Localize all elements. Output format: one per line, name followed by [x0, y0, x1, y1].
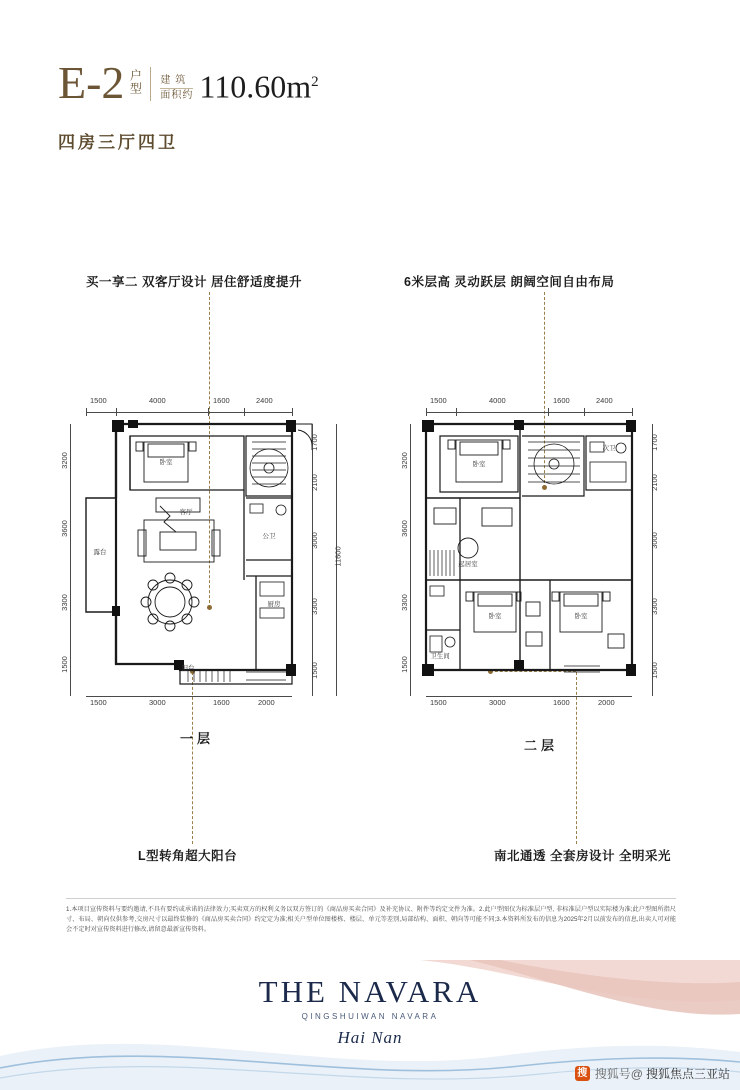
dim-right-a-0: 1700 [309, 434, 319, 451]
dim-bottom-a-1: 3000 [149, 698, 166, 707]
callout-bottom-right: 南北通透 全套房设计 全明采光 [494, 849, 671, 863]
svg-text:卧室: 卧室 [159, 459, 173, 466]
unit-code: E-2 [58, 57, 125, 108]
svg-text:次卫: 次卫 [602, 445, 616, 452]
dim-left-b-0: 3200 [399, 452, 409, 469]
dim-left-a-1: 3600 [59, 520, 69, 537]
disclaimer-rule [66, 898, 676, 899]
unit-type-label: 户型 [128, 69, 143, 95]
svg-text:起居室: 起居室 [458, 561, 478, 568]
dim-right-a-2: 3000 [309, 532, 319, 549]
floor-label-first: 一层 [180, 731, 215, 746]
dim-tick [292, 408, 293, 416]
unit-subtitle: 四房三厅四卫 [58, 133, 178, 152]
callout-top-left: 买一享二 双客厅设计 居住舒适度提升 [86, 275, 302, 289]
svg-text:厨房: 厨房 [267, 601, 281, 608]
dim-tick [426, 408, 427, 416]
floorplan-second-floor [400, 380, 690, 705]
svg-text:卧室: 卧室 [488, 613, 502, 620]
sohu-logo-icon: 搜 [575, 1066, 590, 1081]
dim-tick [456, 408, 457, 416]
area-value: $110.60m^2$ [199, 69, 319, 105]
dim-top-a-2: 1600 [213, 396, 230, 405]
dim-bottom-a-2: 1600 [213, 698, 230, 707]
page-header [58, 57, 319, 153]
dim-bottom-a-0: 1500 [90, 698, 107, 707]
brand-name: THE NAVARA [258, 974, 482, 1009]
dim-tick [116, 408, 117, 416]
dim-right-line-a [312, 424, 313, 696]
svg-text:卫生间: 卫生间 [430, 653, 450, 660]
dim-left-b-1: 3600 [399, 520, 409, 537]
dim-top-b-2: 1600 [553, 396, 570, 405]
dim-left-line-a [70, 424, 71, 696]
dim-left-b-3: 1500 [399, 656, 409, 673]
dim-tick [548, 408, 549, 416]
dim-tick [244, 408, 245, 416]
dim-right-b-2: 3000 [649, 532, 659, 549]
dim-left-line-b [410, 424, 411, 696]
dim-bottom-line-b [426, 696, 632, 697]
dim-left-a-0: 3200 [59, 452, 69, 469]
dim-right-b-3: 3300 [649, 598, 659, 615]
dim-tick [208, 408, 209, 416]
floorplan-first-floor [60, 380, 350, 705]
area-label-block [160, 75, 193, 102]
brand-subtitle: QINGSHUIWAN NAVARA [301, 1012, 439, 1021]
dim-tick [632, 408, 633, 416]
dim-bottom-b-0: 1500 [430, 698, 447, 707]
dim-left-a-3: 1500 [59, 656, 69, 673]
svg-text:卧室: 卧室 [472, 461, 486, 468]
dim-top-b-0: 1500 [430, 396, 447, 405]
dim-bottom-a-3: 2000 [258, 698, 275, 707]
floorplan-first-floor-svg [60, 380, 350, 700]
dim-top-a-3: 2400 [256, 396, 273, 405]
svg-text:阳台: 阳台 [181, 665, 195, 672]
dim-top-a-0: 1500 [90, 396, 107, 405]
area-label-line1: 建 筑 [160, 75, 193, 89]
dim-right-a-1: 2100 [309, 474, 319, 491]
watermark-account: 搜狐焦点三亚站 [645, 1067, 730, 1081]
dim-left-a-2: 3300 [59, 594, 69, 611]
floor-label-second: 二层 [524, 738, 559, 753]
dim-bottom-b-2: 1600 [553, 698, 570, 707]
dim-bottom-line-a [86, 696, 292, 697]
brand-location: Hai Nan [337, 1028, 403, 1047]
callout-top-right: 6米层高 灵动跃层 朗阔空间自由布局 [404, 275, 615, 289]
dim-right-b-1: 2100 [649, 474, 659, 491]
dim-total-a: 11600 [333, 546, 343, 567]
dim-bottom-b-1: 3000 [489, 698, 506, 707]
svg-text:公卫: 公卫 [262, 533, 276, 540]
dim-tick [86, 408, 87, 416]
svg-text:卧室: 卧室 [574, 613, 588, 620]
floorplan-second-floor-svg [400, 380, 690, 700]
header-divider [150, 67, 151, 101]
dim-bottom-b-3: 2000 [598, 698, 615, 707]
watermark-prefix: 搜狐号@ [594, 1067, 643, 1081]
area-label-line2: 面积约 [160, 90, 194, 101]
dim-top-b-1: 4000 [489, 396, 506, 405]
watermark [575, 1065, 730, 1082]
disclaimer-text: 1.本项目宣传资料与要约邀请,不具有要约或承诺的法律效力;买卖双方的权利义务以双方签订的《商品房买卖合同》及补充协议、附件等约定文件为准。2.此户型图仅为标准层户型, 非标准层户型以实际楼为准;此户型图所指尺寸、布局、朝向仅供参考,交房尺寸以最终装修的《商品房买卖合同》约定定为准;相关户型单位图楼栋、楼层、单元等差别,局部结构、面积、朝向等可能不同;3.本资料所发布的信息为2025年2月以前发布的信息,出卖人可对能会不定时对宣传资料进行修改,请留意最新宣传资料。 [66, 906, 676, 933]
callout-bottom-left: L型转角超大阳台 [138, 849, 238, 863]
dim-right-a-3: 3300 [309, 598, 319, 615]
dim-tick [584, 408, 585, 416]
svg-text:客厅: 客厅 [179, 509, 193, 516]
dim-top-b-3: 2400 [596, 396, 613, 405]
svg-text:露台: 露台 [93, 549, 107, 556]
dim-right-a-4: 1500 [309, 662, 319, 679]
dim-right-line-b [652, 424, 653, 696]
dim-right-b-0: 1700 [649, 434, 659, 451]
dim-left-b-2: 3300 [399, 594, 409, 611]
dim-right-b-4: 1500 [649, 662, 659, 679]
dim-top-a-1: 4000 [149, 396, 166, 405]
